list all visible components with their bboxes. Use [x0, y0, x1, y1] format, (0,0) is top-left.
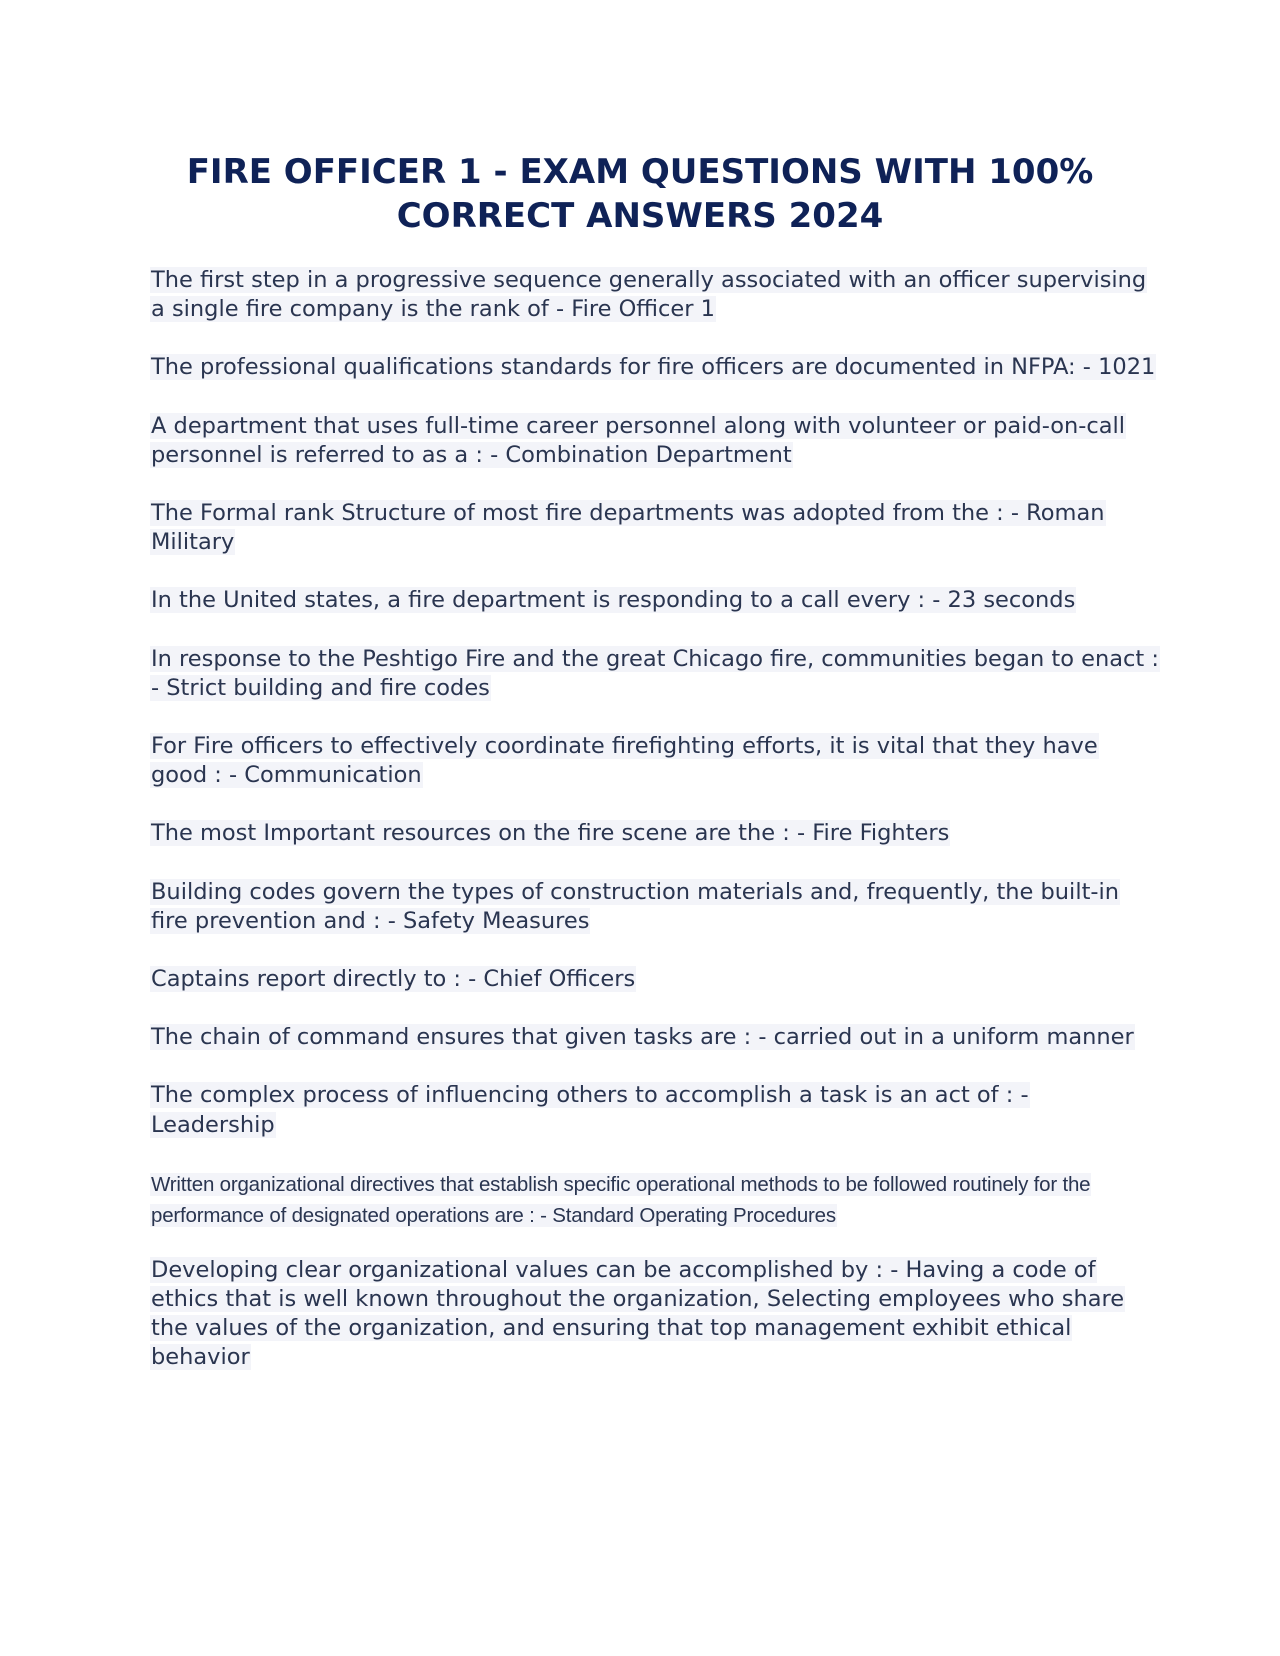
qa-text: The chain of command ensures that given tasks are : - carried out in a uniform manner — [151, 1024, 1134, 1051]
qa-item — [150, 1023, 1160, 1052]
question-answer-list — [150, 266, 1160, 1402]
qa-item — [150, 819, 1160, 848]
qa-item — [150, 586, 1160, 615]
qa-text: Developing clear organizational values can be accomplished by : - Having a code of ethics that is well known throughout the organization, Selecting employees who share the values of the organization, and ensuring that top management exhibit ethical behavior — [151, 1256, 1125, 1371]
qa-text: A department that uses full-time career personnel along with volunteer or paid-on-call personnel is referred to as a : - Combination Department — [151, 412, 1126, 468]
qa-text: For Fire officers to effectively coordinate firefighting efforts, it is vital that they have good : - Communication — [151, 733, 1098, 789]
qa-text: In the United states, a fire department is responding to a call every : - 23 seconds — [151, 587, 1076, 614]
qa-text: In response to the Peshtigo Fire and the great Chicago fire, communities began to enact : - Strict building and fire codes — [151, 645, 1159, 701]
document-title — [110, 150, 1170, 238]
qa-item — [150, 412, 1160, 470]
qa-item — [150, 645, 1160, 703]
qa-text: The most Important resources on the fire scene are the : - Fire Fighters — [151, 820, 950, 847]
qa-item — [150, 1081, 1160, 1139]
qa-item — [150, 732, 1160, 790]
qa-text: The Formal rank Structure of most fire departments was adopted from the : - Roman Military — [151, 500, 1105, 556]
qa-text: The first step in a progressive sequence generally associated with an officer supervising a single fire company is the rank of - Fire Officer 1 — [151, 267, 1147, 323]
qa-item — [150, 266, 1160, 324]
qa-text: Written organizational directives that establish specific operational methods to be followed routinely for the performance of designated operations are : - Standard Operating Procedures — [151, 1172, 1091, 1227]
title-line-1: FIRE OFFICER 1 - EXAM QUESTIONS WITH 100% — [186, 152, 1094, 192]
qa-item — [150, 353, 1160, 382]
qa-text: Captains report directly to : - Chief Officers — [151, 966, 636, 993]
qa-item — [150, 965, 1160, 994]
qa-text: The professional qualifications standards for fire officers are documented in NFPA: - 1021 — [151, 354, 1156, 381]
title-line-2: CORRECT ANSWERS 2024 — [396, 196, 884, 236]
qa-item — [150, 499, 1160, 557]
qa-item — [150, 1256, 1160, 1373]
qa-text: The complex process of influencing others to accomplish a task is an act of : - Leadership — [151, 1082, 1029, 1138]
qa-text: Building codes govern the types of construction materials and, frequently, the built-in fire prevention and : - Safety Measures — [151, 878, 1120, 934]
qa-item — [150, 878, 1160, 936]
qa-item — [150, 1169, 1160, 1231]
